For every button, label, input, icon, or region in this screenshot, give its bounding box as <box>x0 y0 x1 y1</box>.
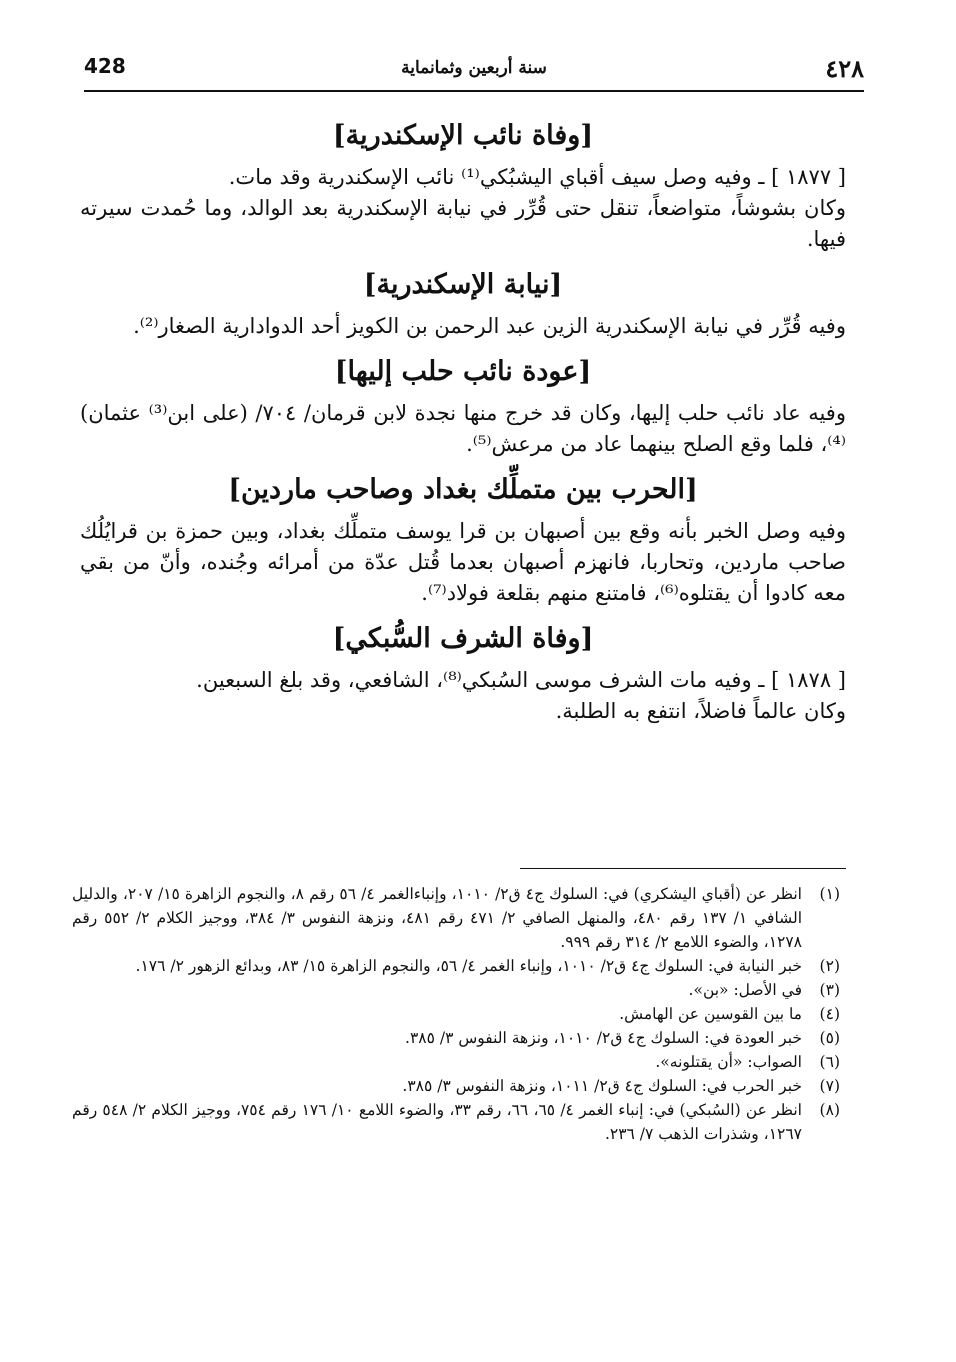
footnotes <box>72 882 840 1146</box>
footnote <box>72 978 840 1002</box>
page-number-latin: 428 <box>84 54 126 78</box>
footnote-text: انظر عن (أقباي اليشكري) في: السلوك ج٤ ق٢/ ١٠١٠، وإنباءالغمر ٤/ ٥٦ رقم ٨، والنجوم الزاهرة ١٥/ ٢٠٧، والدليل الشافي ١/ ١٣٧ رقم ٤٨٠، والمنهل الصافي ٢/ ٤٧١ رقم ٤٨١، ونزهة النفوس ٣/ ٣٨٤، ووجيز الكلام ٢/ ٥٥٢ رقم ١٢٧٨، والضوء اللامع ٢/ ٣١٤ رقم ٩٩٩. <box>72 885 803 951</box>
page-header <box>84 52 864 92</box>
footnote-text: خبر العودة في: السلوك ج٤ ق٢/ ١٠١٠، ونزهة النفوس ٣/ ٣٨٥. <box>405 1029 802 1047</box>
footnote-number: (٣) <box>819 981 840 999</box>
footnote <box>72 1002 840 1026</box>
footnote-number: (٤) <box>819 1005 840 1023</box>
running-title: سنة أربعين وثمانماية <box>401 58 547 78</box>
paragraph: وكان بشوشاً، متواضعاً، تنقل حتى قُرِّر في نيابة الإسكندرية بعد الوالد، وما حُمدت سيرته فيها. <box>80 196 846 251</box>
footnote <box>72 1074 840 1098</box>
footnote-text: خبر الحرب في: السلوك ج٤ ق٢/ ١٠١١، ونزهة النفوس ٣/ ٣٨٥. <box>402 1077 802 1095</box>
footnote <box>72 1098 840 1146</box>
page-number-arabic: ٤٢٨ <box>825 54 864 83</box>
footnote-rule <box>520 868 846 869</box>
footnote <box>72 882 840 954</box>
section-title: [وفاة نائب الإسكندرية] <box>332 120 594 151</box>
header-rule <box>84 90 864 92</box>
paragraph: [ ١٨٧٧ ] ـ وفيه وصل سيف أقباي اليشبُكي⁽¹⁾ نائب الإسكندرية وقد مات. <box>228 165 846 189</box>
footnote-number: (٨) <box>819 1101 840 1119</box>
section-title: [الحرب بين متملِّك بغداد وصاحب ماردين] <box>228 474 698 505</box>
footnote-number: (٢) <box>819 957 840 975</box>
footnote-text: في الأصل: «بن». <box>688 981 802 999</box>
footnote-text: ما بين القوسين عن الهامش. <box>619 1005 802 1023</box>
footnote <box>72 1050 840 1074</box>
footnote-text: خبر النيابة في: السلوك ج٤ ق٢/ ١٠١٠، وإنباء الغمر ٤/ ٥٦، والنجوم الزاهرة ١٥/ ٨٣، وبدائع الزهور ٢/ ١٧٦. <box>135 957 802 975</box>
footnote <box>72 1026 840 1050</box>
footnote <box>72 954 840 978</box>
footnote-text: انظر عن (السُبكي) في: إنباء الغمر ٤/ ٦٥، ٦٦، رقم ٣٣، والضوء اللامع ١٠/ ١٧٦ رقم ٧٥٤، ووجيز الكلام ٢/ ٥٤٨ رقم ١٢٦٧، وشذرات الذهب ٧/ ٢٣٦. <box>72 1101 802 1143</box>
paragraph: وكان عالماً فاضلاً، انتفع به الطلبة. <box>555 699 846 723</box>
section-title: [عودة نائب حلب إليها] <box>334 356 592 387</box>
footnote-text: الصواب: «أن يقتلونه». <box>655 1053 802 1071</box>
section-title: [وفاة الشرف السُّبكي] <box>332 623 594 654</box>
main-text <box>80 116 846 727</box>
paragraph: وفيه وصل الخبر بأنه وقع بين أصبهان بن قرا يوسف متملِّك بغداد، وبين حمزة بن قرايُلُك صاحب ماردين، وتحاربا، فانهزم أصبهان بعدما قُتل عدّة من أمرائه وجُنده، وأنّ من بقي معه كادوا أن يقتلوه⁽⁶⁾، فامتنع منهم بقلعة فولاد⁽⁷⁾. <box>80 519 846 605</box>
footnote-number: (٦) <box>819 1053 840 1071</box>
footnote-number: (١) <box>819 885 840 903</box>
section-title: [نيابة الإسكندرية] <box>363 269 563 300</box>
paragraph: وفيه قُرِّر في نيابة الإسكندرية الزين عبد الرحمن بن الكويز أحد الدوادارية الصغار⁽²⁾. <box>133 314 846 338</box>
paragraph: وفيه عاد نائب حلب إليها، وكان قد خرج منها نجدة لابن قرمان/ ٧٠٤/ (على ابن⁽³⁾ عثمان)⁽⁴⁾، فلما وقع الصلح بينهما عاد من مرعش⁽⁵⁾. <box>80 401 846 456</box>
paragraph: [ ١٨٧٨ ] ـ وفيه مات الشرف موسى السُبكي⁽⁸⁾، الشافعي، وقد بلغ السبعين. <box>196 668 846 692</box>
footnote-number: (٥) <box>819 1029 840 1047</box>
footnote-number: (٧) <box>819 1077 840 1095</box>
